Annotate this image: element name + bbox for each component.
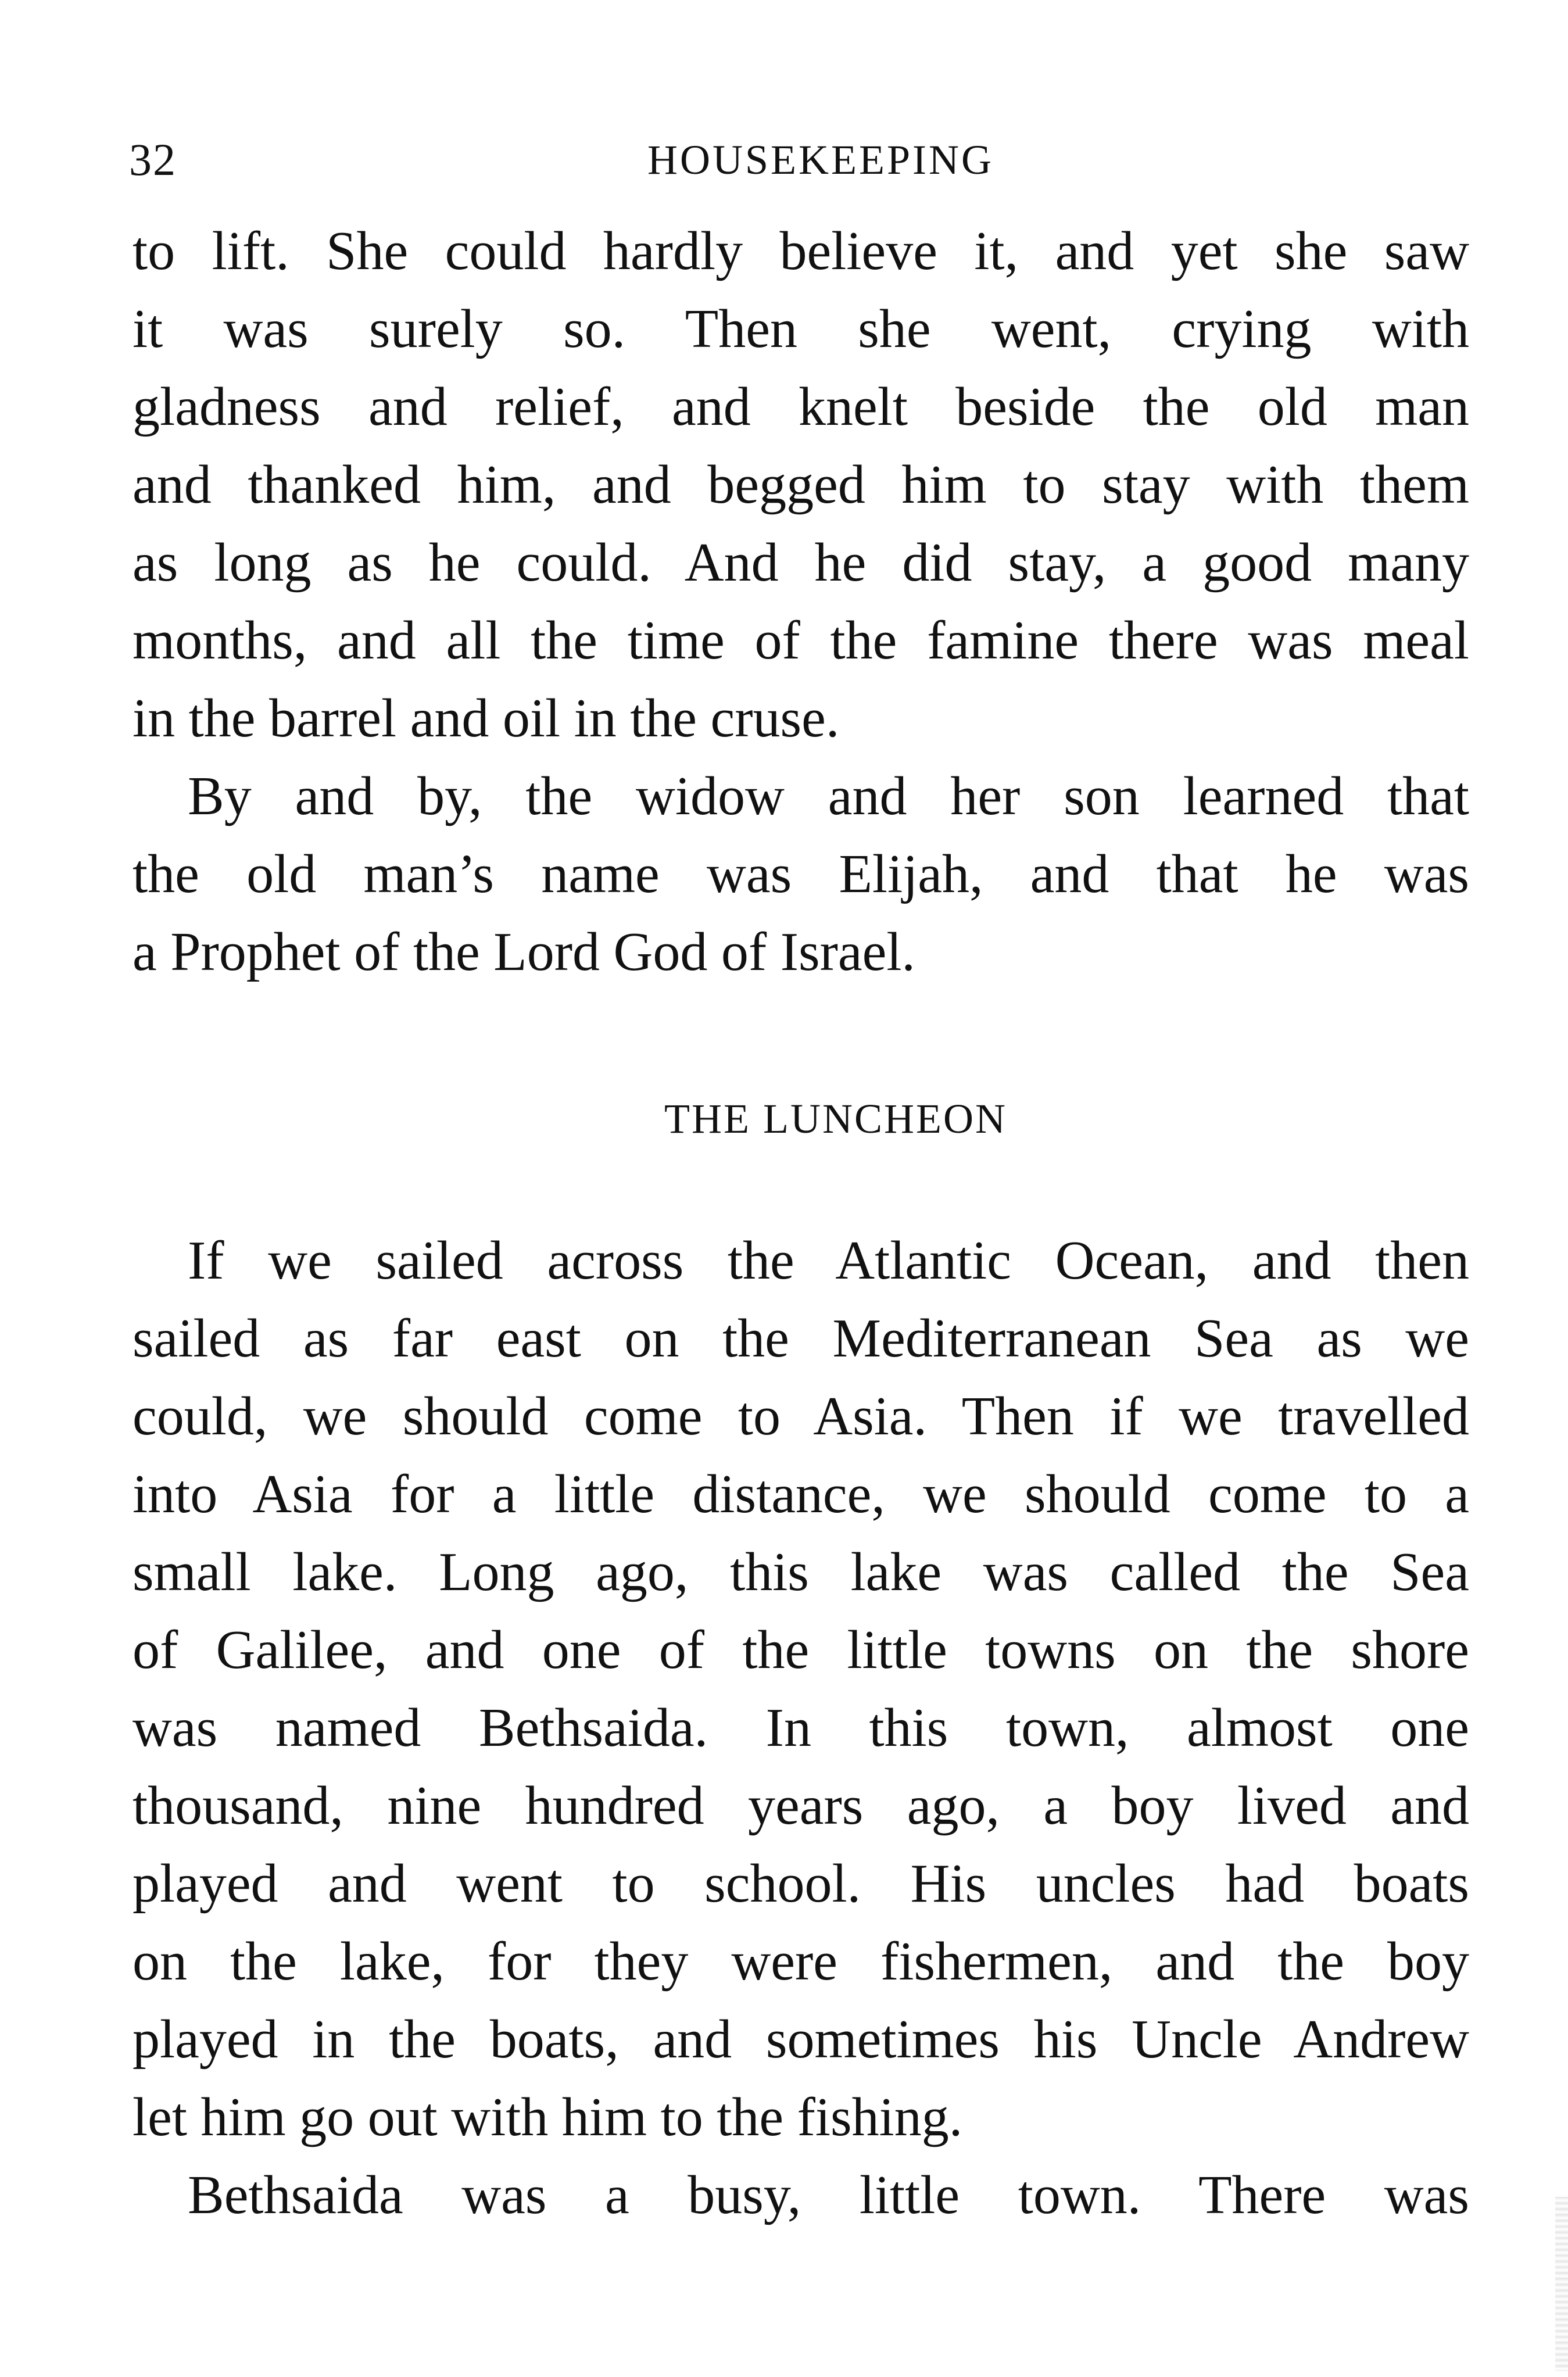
section-title: THE LUNCHEON [664,1096,1007,1142]
text-line: played in the boats, and sometimes his Uncle Andrew [133,2009,1469,2070]
text-line: If we sailed across the Atlantic Ocean, and then [188,1230,1469,1291]
page-header [129,125,1466,195]
text-line: small lake. Long ago, this lake was called the Sea [133,1542,1469,1602]
paragraph-luncheon-2 [133,2156,1469,2234]
text-line: in the barrel and oil in the cruse. [133,688,840,749]
text-line: played and went to school. His uncles had boats [133,1853,1469,1914]
text-line: as long as he could. And he did stay, a good many [133,532,1469,593]
page-edge-scan-artifact [1555,2197,1568,2371]
text-line: could, we should come to Asia. Then if we travelled [133,1386,1469,1447]
running-head: HOUSEKEEPING [647,137,994,183]
text-line: thousand, nine hundred years ago, a boy lived and [133,1775,1469,1836]
paragraph-luncheon-1 [133,1222,1469,2156]
text-line: on the lake, for they were fishermen, and the boy [133,1931,1469,1992]
text-line: months, and all the time of the famine there was meal [133,610,1469,671]
page-number: 32 [129,134,177,185]
paragraph-continued [133,212,1469,757]
text-line: sailed as far east on the Mediterranean Sea as we [133,1308,1469,1369]
text-line: it was surely so. Then she went, crying with [133,299,1469,359]
paragraph-elijah [133,757,1469,991]
text-line: Bethsaida was a busy, little town. There was [188,2165,1469,2225]
text-line: into Asia for a little distance, we should come to a [133,1464,1469,1524]
text-line: and thanked him, and begged him to stay with them [133,454,1469,515]
text-line: the old man’s name was Elijah, and that he was [133,844,1469,904]
text-line: was named Bethsaida. In this town, almost one [133,1698,1469,1758]
text-line: let him go out with him to the fishing. [133,2087,963,2147]
text-line: to lift. She could hardly believe it, and yet she saw [133,221,1469,281]
text-line: By and by, the widow and her son learned that [188,766,1469,826]
text-line: a Prophet of the Lord God of Israel. [133,922,915,982]
text-line: gladness and relief, and knelt beside the old man [133,377,1469,437]
text-line: of Galilee, and one of the little towns on the shore [133,1620,1469,1680]
